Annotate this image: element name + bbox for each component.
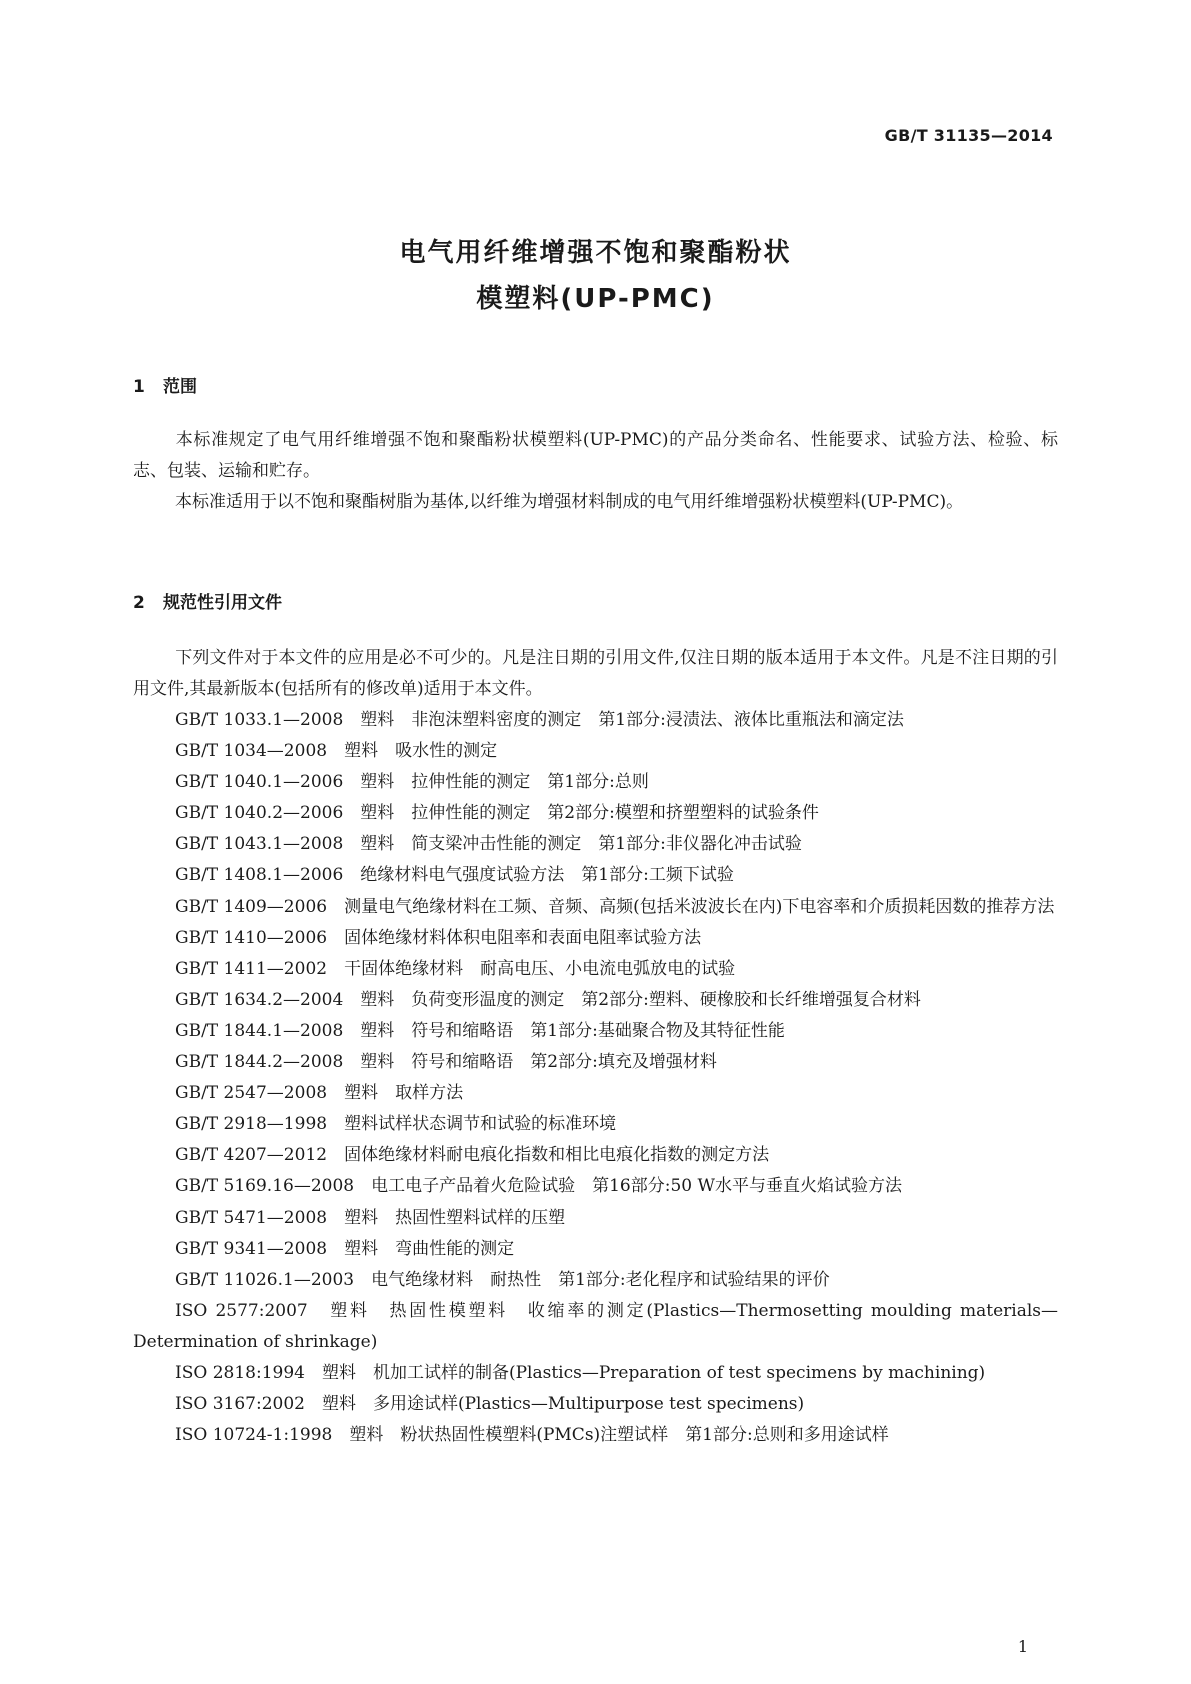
reference-item: GB/T 2918—1998 塑料试样状态调节和试验的标准环境 [175,1114,617,1135]
page-number: 1 [1017,1637,1028,1656]
section-2-title: 规范性引用文件 [163,593,282,613]
reference-item: GB/T 4207—2012 固体绝缘材料耐电痕化指数和相比电痕化指数的测定方法 [175,1145,770,1166]
reference-item: GB/T 1411—2002 干固体绝缘材料 耐高电压、小电流电弧放电的试验 [175,958,736,979]
reference-item: GB/T 1409—2006 测量电气绝缘材料在工频、音频、高频(包括米波波长在内)下电容率和介质损耗因数的推荐方法 [175,896,1055,917]
reference-item: ISO 2577:2007 塑料 热固性模塑料 收缩率的测定(Plastics—Thermosetting moulding materials—Determination of shrinkage) [133,1300,1058,1352]
reference-item: GB/T 1033.1—2008 塑料 非泡沫塑料密度的测定 第1部分:浸渍法、液体比重瓶法和滴定法 [175,710,904,730]
reference-item: ISO 2818:1994 塑料 机加工试样的制备(Plastics—Preparation of test specimens by machining) [175,1362,986,1383]
reference-list [133,705,1058,1451]
reference-item: GB/T 1844.2—2008 塑料 符号和缩略语 第2部分:填充及增强材料 [175,1052,717,1073]
section-2-number: 2 [133,593,145,613]
reference-item: GB/T 1040.1—2006 塑料 拉伸性能的测定 第1部分:总则 [175,772,649,793]
reference-item: GB/T 1410—2006 固体绝缘材料体积电阻率和表面电阻率试验方法 [175,927,702,948]
reference-item: ISO 3167:2002 塑料 多用途试样(Plastics—Multipurpose test specimens) [175,1394,805,1415]
section-2-heading [133,588,282,613]
reference-item: GB/T 1034—2008 塑料 吸水性的测定 [175,741,498,762]
section-1-title: 范围 [163,377,197,397]
reference-item: GB/T 1040.2—2006 塑料 拉伸性能的测定 第2部分:模塑和挤塑塑料的试验条件 [175,803,819,824]
document-title-line2: 模塑料(UP-PMC) [476,284,715,314]
reference-item: GB/T 11026.1—2003 电气绝缘材料 耐热性 第1部分:老化程序和试验结果的评价 [175,1269,830,1290]
section-1-number: 1 [133,377,145,397]
reference-item: GB/T 1408.1—2006 绝缘材料电气强度试验方法 第1部分:工频下试验 [175,865,734,886]
document-title-line1: 电气用纤维增强不饱和聚酯粉状 [399,238,792,268]
reference-item: GB/T 2547—2008 塑料 取样方法 [175,1083,464,1104]
reference-item: GB/T 1634.2—2004 塑料 负荷变形温度的测定 第2部分:塑料、硬橡胶和长纤维增强复合材料 [175,989,921,1010]
reference-item: GB/T 1844.1—2008 塑料 符号和缩略语 第1部分:基础聚合物及其特征性能 [175,1020,785,1041]
standard-code: GB/T 31135—2014 [884,126,1053,145]
reference-item: ISO 10724-1:1998 塑料 粉状热固性模塑料(PMCs)注塑试样 第1部分:总则和多用途试样 [175,1425,889,1446]
section-1-heading [133,372,197,397]
scope-paragraph-1: 本标准规定了电气用纤维增强不饱和聚酯粉状模塑料(UP-PMC)的产品分类命名、性能要求、试验方法、检验、标志、包装、运输和贮存。 [133,430,1058,481]
reference-item: GB/T 5169.16—2008 电工电子产品着火危险试验 第16部分:50 W水平与垂直火焰试验方法 [175,1176,902,1197]
reference-item: GB/T 5471—2008 塑料 热固性塑料试样的压塑 [175,1207,566,1228]
reference-item: GB/T 9341—2008 塑料 弯曲性能的测定 [175,1238,515,1259]
scope-paragraph-2: 本标准适用于以不饱和聚酯树脂为基体,以纤维为增强材料制成的电气用纤维增强粉状模塑料(UP-PMC)。 [175,492,964,512]
references-intro: 下列文件对于本文件的应用是必不可少的。凡是注日期的引用文件,仅注日期的版本适用于本文件。凡是不注日期的引用文件,其最新版本(包括所有的修改单)适用于本文件。 [133,648,1058,699]
reference-item: GB/T 1043.1—2008 塑料 简支梁冲击性能的测定 第1部分:非仪器化冲击试验 [175,834,802,855]
